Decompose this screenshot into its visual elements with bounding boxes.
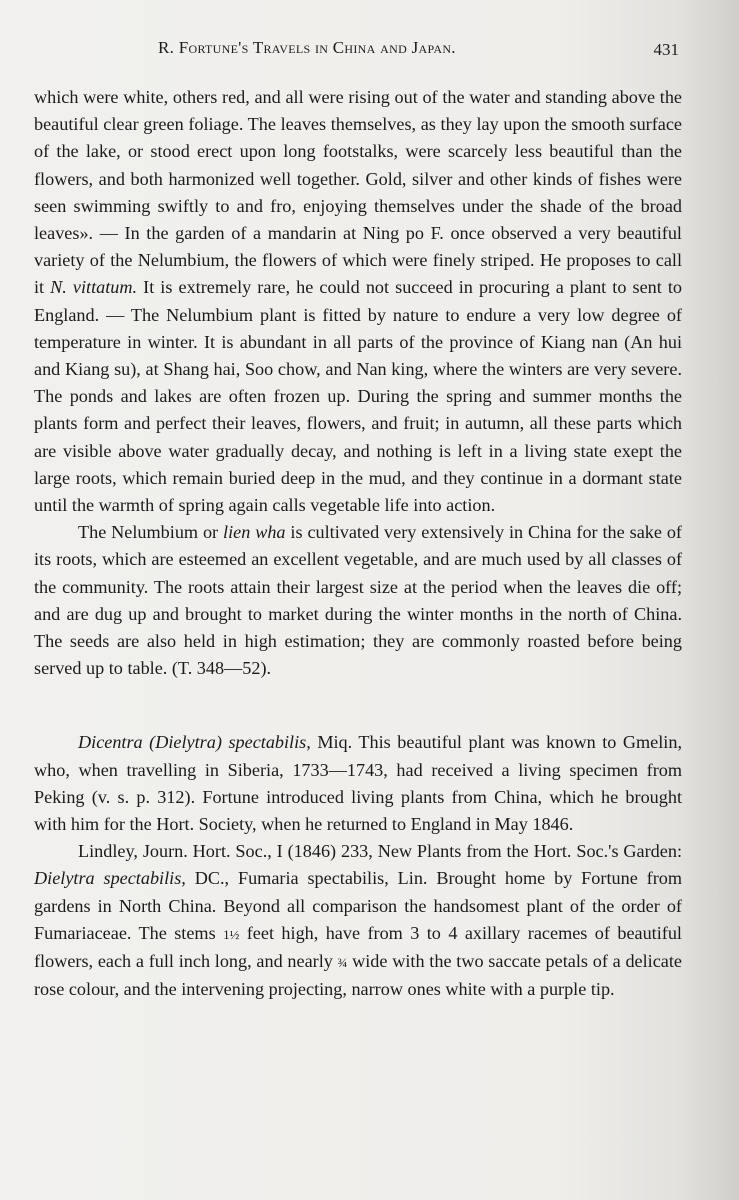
text-run: which were white, others red, and all were rising out of the water and standing above the beautiful clear green foliage. The leaves themselves, as they lay upon the smooth surface of the lake, or stood erect upon long footstalks, were scarcely less beautiful than the flowers, and both harmonized well together. Gold, silver and other kinds of fishes were seen swimming swiftly to and fro, enjoying themselves under the shade of the broad leaves». — In the garden of a mandarin at Ning po F. once observed a very beautiful variety of the Nelumbium, the flowers of which were finely striped. He proposes to call it — [34, 87, 682, 298]
fraction: ¾ — [337, 955, 348, 971]
paragraph-lindley — [34, 838, 682, 1003]
fraction: 1½ — [223, 926, 240, 942]
chinese-name: lien wha — [223, 522, 286, 543]
text-run: feet high, have from 3 to 4 axillary racemes of beautiful flowers, each a full inch long, and nearly — [34, 922, 682, 972]
text-run: Lindley, Journ. Hort. Soc., I (1846) 233, New Plants from the Hort. Soc.'s Garden: — [78, 841, 682, 862]
running-title: R. Fortune's Travels in China and Japan. — [158, 38, 456, 57]
paragraph-continuation — [34, 84, 682, 519]
text-run: The Nelumbium or — [78, 522, 224, 543]
text-run: It is extremely rare, he could not succeed in procuring a plant to sent to England. — The Nelumbium plant is fitted by nature to endure a very low degree of temperature in winter. It is abundant in all parts of the province of Kiang nan (An hui and Kiang su), at Shang hai, Soo chow, and Nan king, where the winters are very severe. The ponds and lakes are often frozen up. During the spring and summer months the plants form and perfect their leaves, flowers, and fruit; in autumn, all these parts which are visible above water gradually decay, and nothing is left in a living state exept the large roots, which remain buried deep in the mud, and they continue in a dormant state until the warmth of spring again calls vegetable life into action. — [34, 277, 683, 516]
text-run: is cultivated very extensively in China for the sake of its roots, which are esteemed an excellent vegetable, and are much used by all classes of the community. The roots attain their largest size at the period when the leaves die off; and are dug up and brought to market during the winter months in the north of China. The seeds are also held in high estimation; they are commonly roasted before being served up to table. (T. 348—52). — [34, 522, 682, 679]
species-name: Dielytra spectabilis, — [34, 868, 186, 889]
running-head — [0, 38, 739, 62]
text-run: Miq. This beautiful plant was known to Gmelin, who, when travelling in Siberia, 1733—1743, had received a living specimen from Peking (v. s. p. 312). Fortune introduced living plants from China, which he brought with him for the Hort. Society, when he returned to England in May 1846. — [34, 732, 683, 835]
species-name: Dicentra (Dielytra) spectabilis, — [78, 732, 311, 753]
species-name: N. vittatum. — [50, 277, 138, 298]
paragraph-nelumbium — [34, 519, 682, 682]
text-run: wide with the two saccate petals of a delicate rose colour, and the intervening projecting, narrow ones white with a purple tip. — [34, 951, 682, 1000]
paragraph-dicentra — [34, 729, 682, 838]
body-text — [34, 84, 682, 1004]
text-run: DC., Fumaria spectabilis, Lin. Brought home by Fortune from gardens in North China. Beyond all comparison the handsomest plant of the order of Fumariaceae. The stems — [34, 868, 682, 943]
page-number: 431 — [653, 40, 679, 59]
